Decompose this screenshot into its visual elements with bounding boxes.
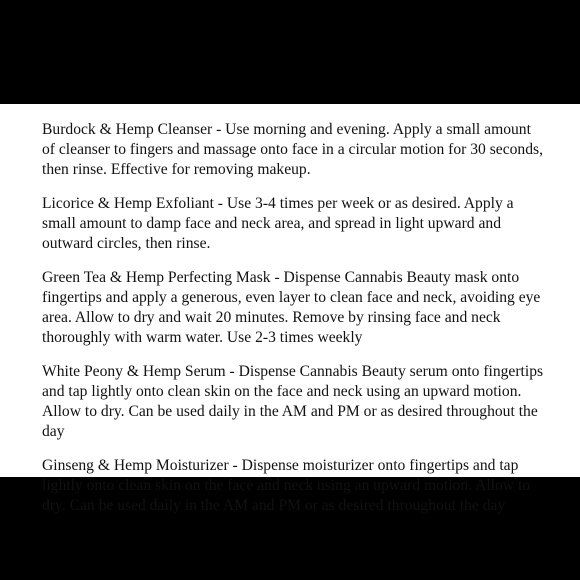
instruction-mask: Green Tea & Hemp Perfecting Mask - Dispense Cannabis Beauty mask onto fingertips and apply a generous, even layer to clean face and neck, avoiding eye area. Allow to dry and wait 20 minutes. Remove by rinsing face and neck thoroughly with warm water. Use 2-3 times weekly	[42, 269, 541, 346]
instructions-panel	[0, 104, 580, 514]
instruction-cleanser: Burdock & Hemp Cleanser - Use morning and evening. Apply a small amount of cleanser to fingers and massage onto face in a circular motion for 30 seconds, then rinse. Effective for removing makeup.	[42, 121, 543, 178]
instruction-serum: White Peony & Hemp Serum - Dispense Cannabis Beauty serum onto fingertips and tap lightly onto clean skin on the face and neck using an upward motion. Allow to dry. Can be used daily in the AM and PM or as desired throughout the day	[42, 363, 544, 440]
instruction-exfoliant: Licorice & Hemp Exfoliant - Use 3-4 times per week or as desired. Apply a small amount to damp face and neck area, and spread in light upward and outward circles, then rinse.	[42, 195, 514, 252]
instruction-moisturizer: Ginseng & Hemp Moisturizer - Dispense moisturizer onto fingertips and tap lightly onto clean skin on the face and neck using an upward motion. Allow to dry. Can be used daily in the AM and PM or as desired throughout the day	[42, 457, 531, 514]
